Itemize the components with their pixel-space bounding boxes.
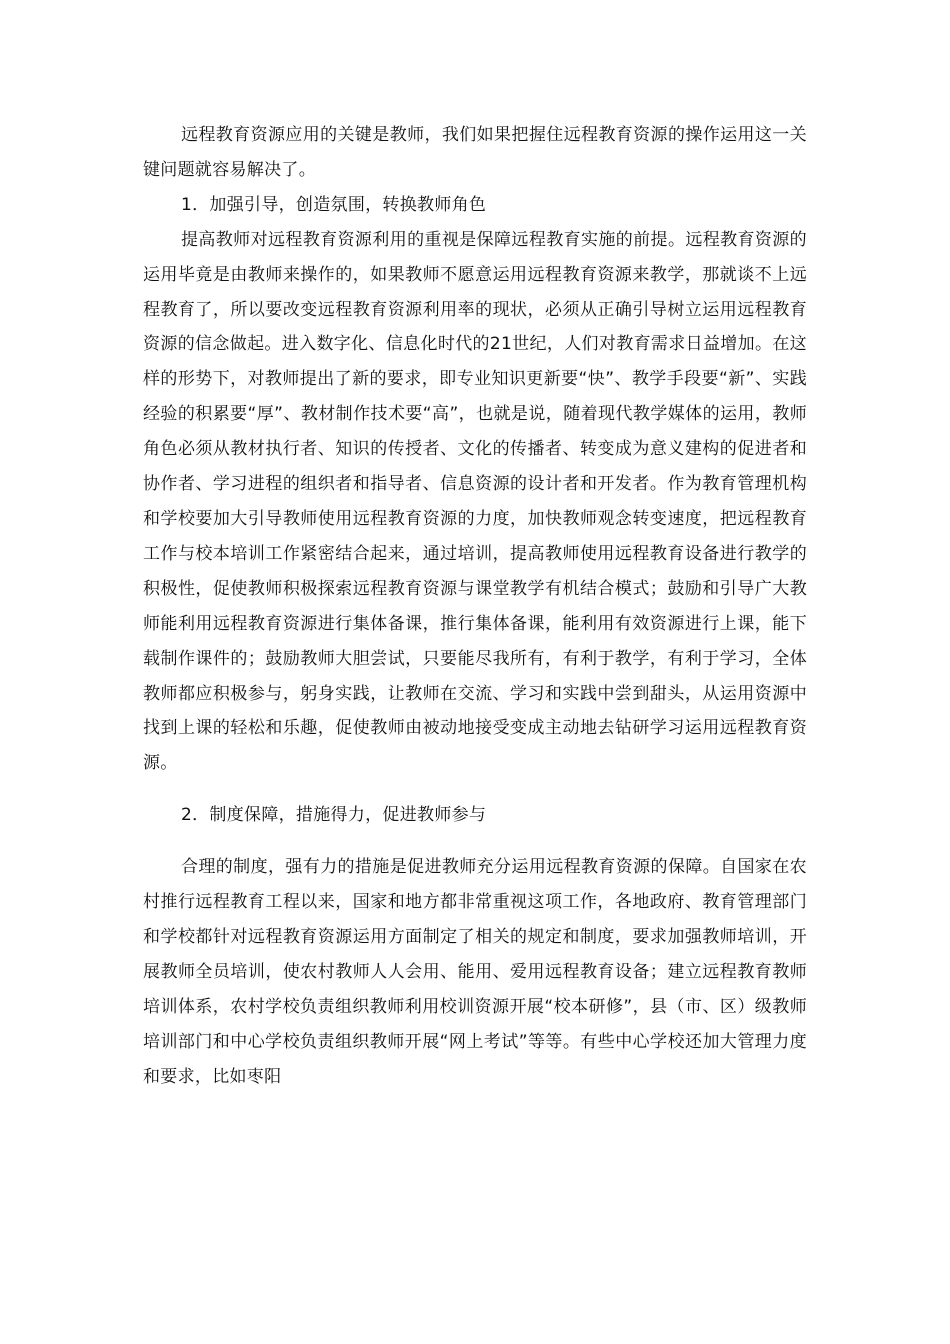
body-paragraph-section-1: 提高教师对远程教育资源利用的重视是保障远程教育实施的前提。远程教育资源的运用毕竟是由教师来操作的，如果教师不愿意运用远程教育资源来教学，那就谈不上远程教育了，所以要改变远程教育资源利用率的现状，必须从正确引导树立运用远程教育资源的信念做起。进入数字化、信息化时代的21世纪，人们对教育需求日益增加。在这样的形势下，对教师提出了新的要求，即专业知识更新要“快”、教学手段要“新”、实践经验的积累要“厚”、教材制作技术要“高”，也就是说，随着现代教学媒体的运用，教师角色必须从教材执行者、知识的传授者、文化的传播者、转变成为意义建构的促进者和协作者、学习进程的组织者和指导者、信息资源的设计者和开发者。作为教育管理机构和学校要加大引导教师使用远程教育资源的力度，加快教师观念转变速度，把远程教育工作与校本培训工作紧密结合起来，通过培训，提高教师使用远程教育设备进行教学的积极性，促使教师积极探索远程教育资源与课堂教学有机结合模式；鼓励和引导广大教师能利用远程教育资源进行集体备课，推行集体备课，能利用有效资源进行上课，能下载制作课件的；鼓励教师大胆尝试，只要能尽我所有，有利于教学，有利于学习，全体教师都应积极参与，躬身实践，让教师在交流、学习和实践中尝到甜头，从运用资源中找到上课的轻松和乐趣，促使教师由被动地接受变成主动地去钻研学习运用远程教育资源。	[143, 229, 807, 774]
section-heading-2: 2．制度保障，措施得力，促进教师参与	[181, 805, 487, 826]
section-heading-1: 1．加强引导，创造氛围，转换教师角色	[181, 194, 487, 215]
body-paragraph-section-2: 合理的制度，强有力的措施是促进教师充分运用远程教育资源的保障。自国家在农村推行远程教育工程以来，国家和地方都非常重视这项工作，各地政府、教育管理部门和学校都针对远程教育资源运用方面制定了相关的规定和制度，要求加强教师培训，开展教师全员培训，使农村教师人人会用、能用、爱用远程教育设备；建立远程教育教师培训体系，农村学校负责组织教师利用校训资源开展“校本研修”，县（市、区）级教师培训部门和中心学校负责组织教师开展“网上考试”等等。有些中心学校还加大管理力度和要求，比如枣阳	[143, 857, 807, 1087]
document-body	[143, 118, 807, 1094]
body-paragraph-intro: 远程教育资源应用的关键是教师，我们如果把握住远程教育资源的操作运用这一关键问题就容易解决了。	[143, 125, 807, 180]
